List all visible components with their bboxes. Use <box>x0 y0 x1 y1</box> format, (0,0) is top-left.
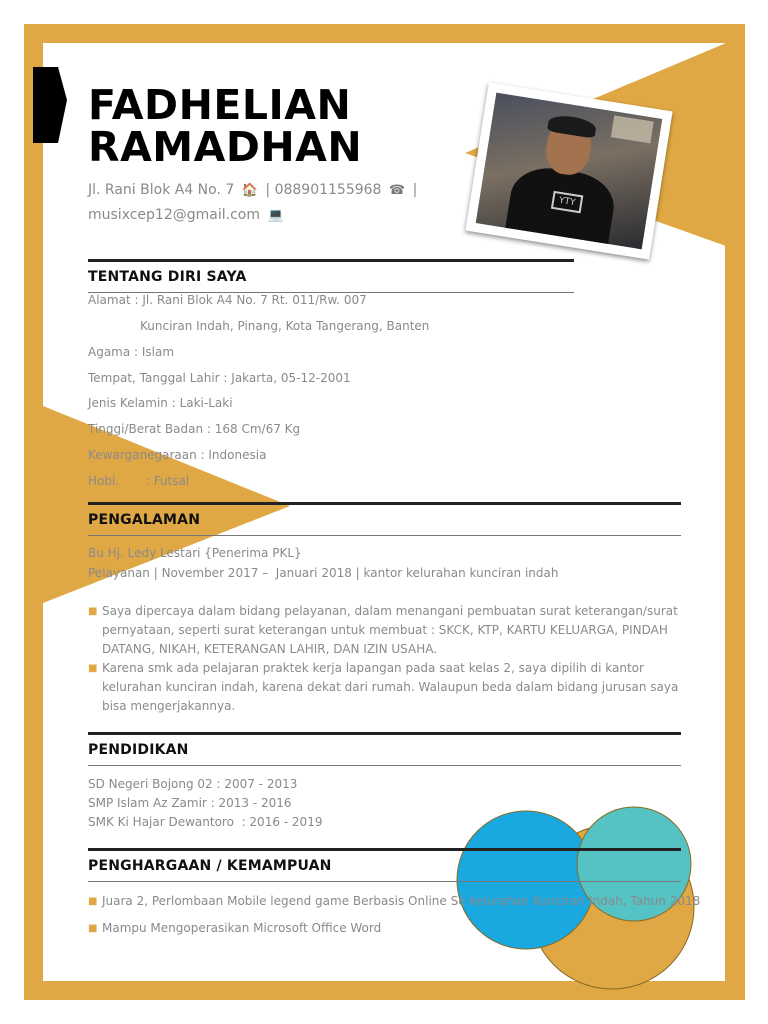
profile-photo <box>465 82 672 259</box>
about-line: Tinggi/Berat Badan : 168 Cm/67 Kg <box>88 422 301 436</box>
about-line: Agama : Islam <box>88 345 175 359</box>
name-marker-tab <box>33 67 67 143</box>
bullet-icon: ■ <box>88 896 98 907</box>
about-line: Kunciran Indah, Pinang, Kota Tangerang, Banten <box>140 319 430 333</box>
experience-top-rule <box>88 502 681 505</box>
experience-role: Pelayanan | November 2017 – Januari 2018 | kantor kelurahan kunciran indah <box>88 566 559 580</box>
name-last: RAMADHAN <box>88 123 363 171</box>
awards-title: PENGHARGAAN / KEMAMPUAN <box>88 858 332 874</box>
shirt-logo: YTY <box>551 191 583 213</box>
about-line: Jenis Kelamin : Laki-Laki <box>88 396 233 410</box>
about-title: TENTANG DIRI SAYA <box>88 269 247 285</box>
education-top-rule <box>88 732 681 735</box>
education-line: SMK Ki Hajar Dewantoro : 2016 - 2019 <box>88 815 323 829</box>
awards-top-rule <box>88 848 681 851</box>
experience-bottom-rule <box>88 535 681 536</box>
education-line: SD Negeri Bojong 02 : 2007 - 2013 <box>88 777 298 791</box>
resume-name <box>88 81 363 171</box>
phone-text: 088901155968 <box>274 182 382 198</box>
education-line: SMP Islam Az Zamir : 2013 - 2016 <box>88 796 292 810</box>
about-line: Tempat, Tanggal Lahir : Jakarta, 05-12-2001 <box>88 371 351 385</box>
address-text: Jl. Rani Blok A4 No. 7 <box>88 182 235 198</box>
photo-image <box>476 93 663 250</box>
house-icon: 🏠 <box>241 183 258 198</box>
about-line: Alamat : Jl. Rani Blok A4 No. 7 Rt. 011/Rw. 007 <box>88 293 367 307</box>
bullet-icon: ■ <box>88 923 98 934</box>
education-title: PENDIDIKAN <box>88 742 189 758</box>
experience-title: PENGALAMAN <box>88 512 201 528</box>
awards-bottom-rule <box>88 881 681 882</box>
about-line: Kewarganegaraan : Indonesia <box>88 448 267 462</box>
email-text[interactable]: musixcep12@gmail.com <box>88 207 260 223</box>
telephone-icon: ☎ <box>388 183 406 198</box>
awards-bullet: ■ Juara 2, Perlombaan Mobile legend game Berbasis Online Se kelurahan Kunciran Indah, Tahun 2018 <box>88 892 692 911</box>
experience-bullet: ■ Saya dipercaya dalam bidang pelayanan, dalam menangani pembuatan surat keterangan/surat pernyataan, seperti surat keterangan untuk membuat : SKCK, KTP, KARTU KELUARGA, PINDAH DATANG, NIKAH, KETERANGAN LAHIR, DAN IZIN USAHA. <box>88 604 678 656</box>
about-top-rule <box>88 259 574 262</box>
name-first: FADHELIAN <box>88 81 352 129</box>
contact-info: Jl. Rani Blok A4 No. 7 🏠 | 088901155968 ☎ | musixcep12@gmail.com 💻 <box>88 182 418 223</box>
computer-icon: 💻 <box>267 208 284 223</box>
awards-bullet: ■ Mampu Mengoperasikan Microsoft Office Word <box>88 919 692 938</box>
bullet-icon: ■ <box>88 663 98 674</box>
about-line: Hobi. : Futsal <box>88 474 190 488</box>
bullet-icon: ■ <box>88 606 98 617</box>
experience-employer: Bu Hj. Ledy Lestari {Penerima PKL} <box>88 546 302 560</box>
experience-bullet: ■ Karena smk ada pelajaran praktek kerja lapangan pada saat kelas 2, saya dipilih di kantor kelurahan kunciran indah, karena dekat dari rumah. Walaupun beda dalam bidang jurusan saya bisa mengerjakannya. <box>88 661 679 713</box>
education-bottom-rule <box>88 765 681 766</box>
